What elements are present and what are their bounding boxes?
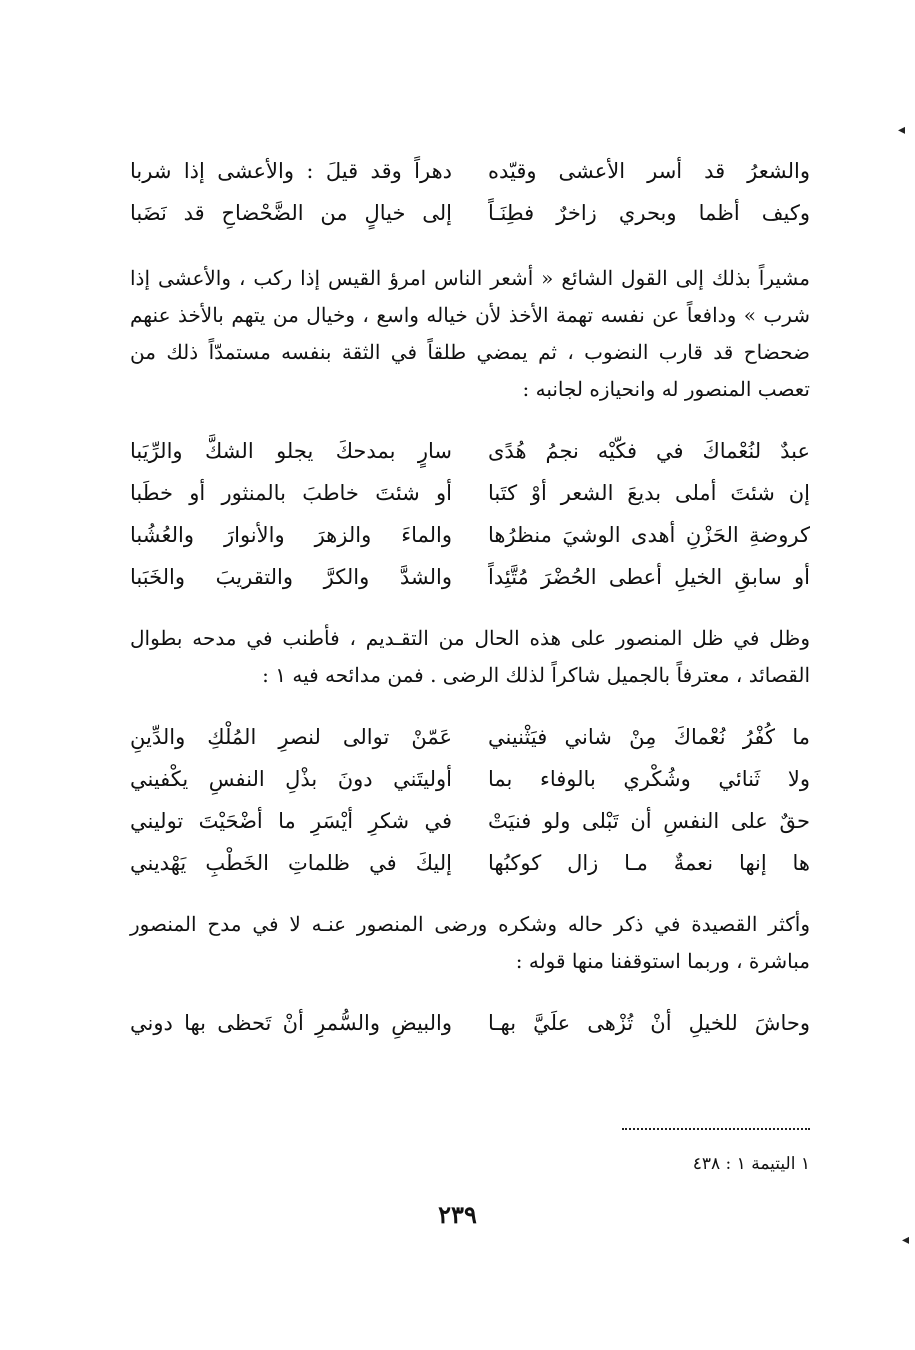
verse-first-hemistich: أو سابقِ الخيلِ أعطى الحُضْرَ مُتَّئِداً: [488, 565, 810, 589]
footnote-divider: [622, 1128, 810, 1130]
paragraph: وأكثر القصيدة في ذكر حاله وشكره ورضى المنصور عنـه لا في مدح المنصور مباشرة ، وربما استوقفنا منها قوله :: [130, 912, 810, 973]
verse-first-hemistich: عبدٌ لنُعْماكَ في فكّيْه نجمُ هُدًى: [488, 439, 810, 463]
verse-first-hemistich: حقٌ على النفسِ أن تَبْلى ولو فنيَتْ: [488, 809, 810, 833]
verse-line: [130, 514, 810, 556]
verse-second-hemistich: إليكَ في ظلماتِ الخَطْبِ يَهْديني: [130, 851, 452, 875]
verse-second-hemistich: عَمّنْ توالى لنصرِ المُلْكِ والدِّينِ: [130, 725, 452, 749]
verse-line: [130, 472, 810, 514]
footnote: ١ اليتيمة ١ : ٤٣٨: [692, 1154, 810, 1174]
poem-block-4: [130, 1002, 810, 1044]
verse-line: [130, 842, 810, 884]
margin-mark: ◂: [902, 1232, 910, 1248]
verse-first-hemistich: وكيف أظما وبحري زاخرٌ فطِنَـاً: [488, 201, 810, 225]
verse-second-hemistich: دهراً وقد قيلَ : والأعشى إذا شربا: [130, 159, 452, 183]
verse-first-hemistich: وحاشَ للخيلِ أنْ تُزْهى علَيَّ بهـا: [488, 1011, 810, 1035]
verse-second-hemistich: في شكرِ أيْسَرِ ما أضْحَيْتَ توليني: [130, 809, 452, 833]
paragraph: مشيراً بذلك إلى القول الشائع « أشعر الناس امرؤ القيس إذا ركب ، والأعشى إذا شرب » ودافعاً عن نفسه تهمة الأخذ لأن خياله واسع ، وخيال من يتهم بالأخذ عنهم ضحضاح قد قارب النضوب ، ثم يمضي طلقاً في الثقة بنفسه مستمدّاً ذلك من تعصب المنصور له وانحيازه لجانبه :: [130, 266, 810, 401]
page-number: ٢٣٩: [438, 1200, 477, 1229]
verse-line: [130, 716, 810, 758]
verse-first-hemistich: إن شئتَ أملى بديعَ الشعر أوْ كتَبا: [488, 481, 810, 505]
verse-second-hemistich: والبيضِ والسُّمرِ أنْ تَحظى بها دوني: [130, 1011, 452, 1035]
verse-second-hemistich: سارٍ بمدحكَ يجلو الشكَّ والرِّيَبا: [130, 439, 452, 463]
verse-first-hemistich: كروضةِ الحَزْنِ أهدى الوشيَ منظرُها: [488, 523, 810, 547]
verse-line: [130, 1002, 810, 1044]
page-body: [130, 150, 810, 1044]
verse-first-hemistich: والشعرُ قد أسر الأعشى وقيّده: [488, 159, 810, 183]
verse-first-hemistich: ولا ثَنائي وشُكْري بالوفاء بما: [488, 767, 810, 791]
margin-mark: ◂: [898, 122, 906, 138]
poem-block-1: [130, 150, 810, 234]
verse-second-hemistich: والماءَ والزهرَ والأنوارَ والعُشُبا: [130, 523, 452, 547]
verse-second-hemistich: أوليتَني دونَ بذْلِ النفسِ يكْفيني: [130, 767, 452, 791]
verse-line: [130, 150, 810, 192]
verse-line: [130, 430, 810, 472]
poem-block-2: [130, 430, 810, 598]
verse-second-hemistich: أو شئتَ خاطبَ بالمنثور أو خطَبا: [130, 481, 452, 505]
verse-second-hemistich: إلى خيالٍ من الضَّحْضاحِ قد نَضَبا: [130, 201, 452, 225]
verse-line: [130, 758, 810, 800]
verse-line: [130, 556, 810, 598]
verse-second-hemistich: والشدَّ والكرَّ والتقريبَ والخَبَبا: [130, 565, 452, 589]
verse-line: [130, 800, 810, 842]
verse-line: [130, 192, 810, 234]
verse-first-hemistich: ها إنها نعمةٌ مـا زال كوكبُها: [488, 851, 810, 875]
verse-first-hemistich: ما كُفْرُ نُعْماكَ مِنْ شاني فيَثْنيني: [488, 725, 810, 749]
paragraph: وظل في ظل المنصور على هذه الحال من التقـديم ، فأطنب في مدحه بطوال القصائد ، معترفاً بالجميل شاكراً لذلك الرضى . فمن مدائحه فيه ١ :: [130, 626, 810, 687]
poem-block-3: [130, 716, 810, 884]
